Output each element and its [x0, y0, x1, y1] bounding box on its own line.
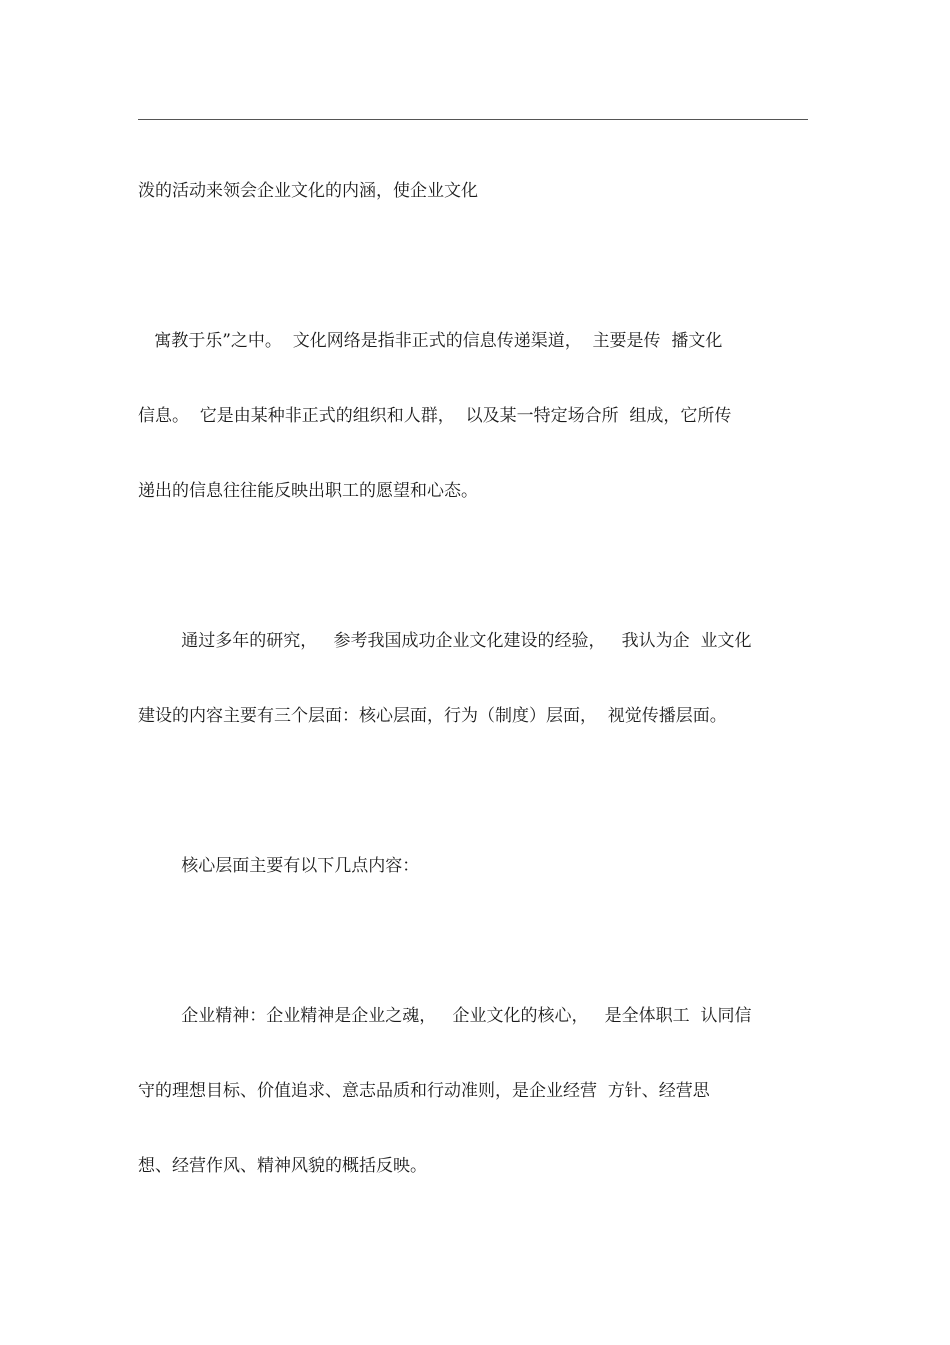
- paragraph-5: [138, 954, 808, 1229]
- text-line: 核心层面主要有以下几点内容：: [138, 856, 420, 876]
- paragraph-2: [138, 279, 808, 554]
- text-line: 信息。 它是由某种非正式的组织和人群， 以及某一特定场合所 组成，它所传: [138, 406, 732, 426]
- paragraph-1: [138, 129, 808, 254]
- text-line: 通过多年的研究， 参考我国成功企业文化建设的经验， 我认为企 业文化: [138, 631, 752, 651]
- text-line: 泼的活动来领会企业文化的内涵，使企业文化: [138, 181, 478, 201]
- text-line: 企业精神：企业精神是企业之魂， 企业文化的核心， 是全体职工 认同信: [138, 1006, 752, 1026]
- paragraph-3: [138, 579, 808, 779]
- text-line: 寓教于乐”之中。 文化网络是指非正式的信息传递渠道， 主要是传 播文化: [138, 331, 723, 351]
- text-line: 建设的内容主要有三个层面：核心层面，行为（制度）层面， 视觉传播层面。: [138, 706, 727, 726]
- header-rule: [138, 119, 808, 120]
- document-body: [138, 129, 808, 1229]
- text-line: 守的理想目标、价值追求、意志品质和行动准则，是企业经营 方针、经营思: [138, 1081, 710, 1101]
- paragraph-4: [138, 804, 808, 929]
- text-line: 想、经营作风、精神风貌的概括反映。: [138, 1156, 427, 1176]
- text-line: 递出的信息往往能反映出职工的愿望和心态。: [138, 481, 478, 501]
